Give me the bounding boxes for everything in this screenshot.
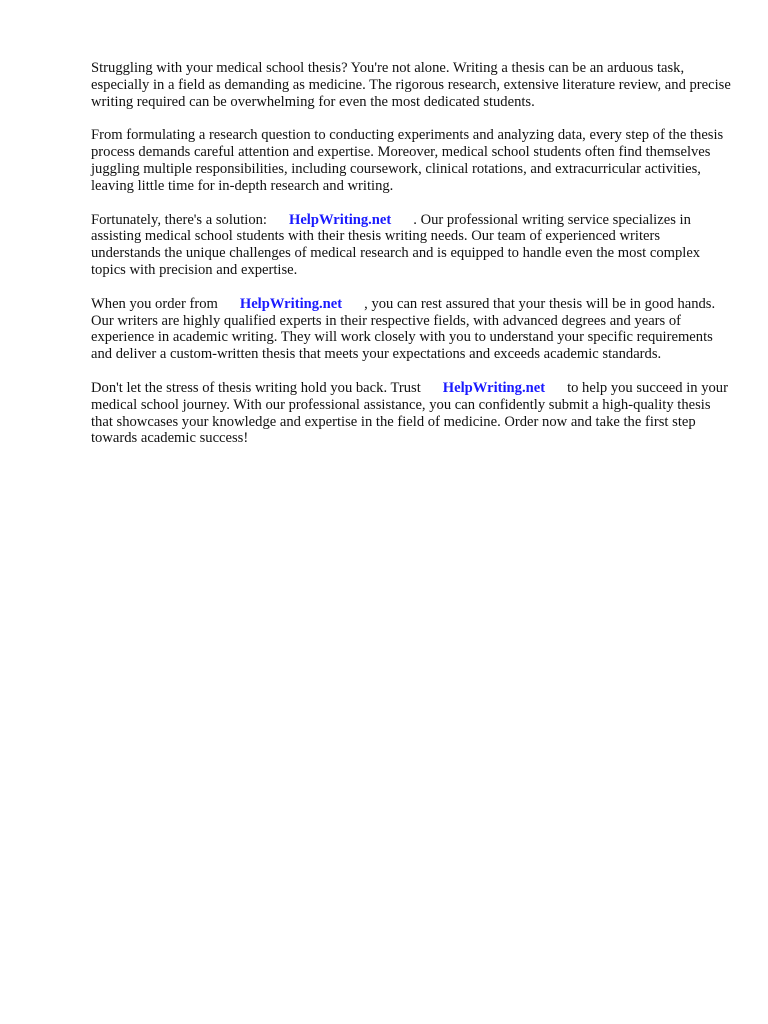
paragraph-order-before: When you order from (91, 295, 218, 312)
paragraph-solution (91, 212, 731, 279)
helpwriting-link[interactable]: HelpWriting.net (442, 379, 546, 396)
paragraph-closing-after: to help you succeed in your medical school journey. With our professional assistance, you can confidently submit a high-quality thesis that showcases your knowledge and expertise in the field of medicine. Order now and take the first step towards academic success! (91, 379, 728, 447)
paragraph-intro (91, 60, 731, 110)
paragraph-intro-text: Struggling with your medical school thesis? You're not alone. Writing a thesis can be an arduous task, especially in a field as demanding as medicine. The rigorous research, extensive literature review, and precise writing required can be overwhelming for even the most dedicated students. (91, 60, 731, 110)
helpwriting-link[interactable]: HelpWriting.net (288, 211, 392, 228)
paragraph-closing (91, 380, 731, 447)
paragraph-order (91, 296, 731, 363)
paragraph-solution-after: . Our professional writing service specializes in assisting medical school students with their thesis writing needs. Our team of experienced writers understands the unique challenges of medical research and is equipped to handle even the most complex topics with precision and expertise. (91, 211, 701, 278)
paragraph-solution-before: Fortunately, there's a solution: (91, 211, 267, 228)
paragraph-process (91, 127, 731, 194)
paragraph-order-after: , you can rest assured that your thesis will be in good hands. Our writers are highly qualified experts in their respective fields, with advanced degrees and years of experience in academic writing. They will work closely with you to understand your specific requirements and deliver a custom-written thesis that meets your expectations and exceeds academic standards. (91, 295, 716, 363)
paragraph-process-text: From formulating a research question to conducting experiments and analyzing data, every step of the thesis process demands careful attention and expertise. Moreover, medical school students often find themselves juggling multiple responsibilities, including coursework, clinical rotations, and extracurricular activities, leaving little time for in-depth research and writing. (91, 127, 724, 194)
helpwriting-link[interactable]: HelpWriting.net (239, 295, 343, 312)
paragraph-closing-before: Don't let the stress of thesis writing hold you back. Trust (91, 379, 421, 396)
document-page (91, 60, 731, 464)
